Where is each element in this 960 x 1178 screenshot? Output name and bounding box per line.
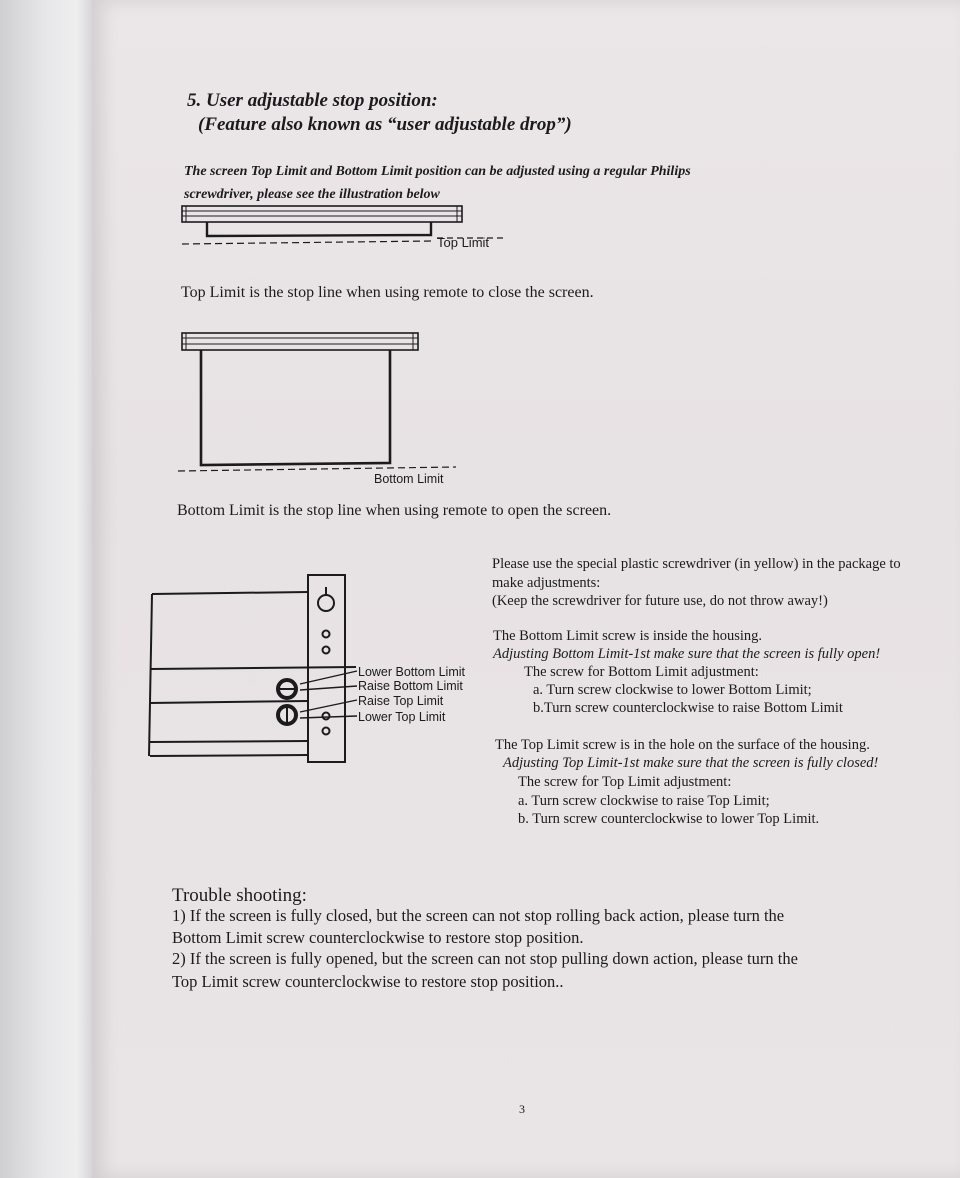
section-subheading: (Feature also known as “user adjustable drop”) <box>198 114 572 135</box>
top-screw-note: Adjusting Top Limit-1st make sure that the screen is fully closed! <box>503 755 879 771</box>
page-number: 3 <box>519 1102 525 1116</box>
troubleshooting-item-1-line-1: 1) If the screen is fully closed, but the screen can not stop rolling back action, please turn the <box>172 906 785 925</box>
raise-top-limit-label: Raise Top Limit <box>358 694 444 708</box>
bottom-screw-step-a: a. Turn screw clockwise to lower Bottom Limit; <box>533 682 812 698</box>
lower-bottom-limit-label: Lower Bottom Limit <box>358 665 465 679</box>
troubleshooting-item-1-line-2: Bottom Limit screw counterclockwise to restore stop position. <box>172 928 584 947</box>
bottom-limit-label: Bottom Limit <box>374 472 444 486</box>
top-limit-description: Top Limit is the stop line when using remote to close the screen. <box>181 284 594 301</box>
top-limit-label: Top Limit <box>437 235 490 250</box>
intro-line-2: screwdriver, please see the illustration below <box>184 187 440 202</box>
top-screw-location: The Top Limit screw is in the hole on the surface of the housing. <box>495 737 870 753</box>
bottom-screw-note: Adjusting Bottom Limit-1st make sure that the screen is fully open! <box>493 646 881 662</box>
screwdriver-note-line-1: Please use the special plastic screwdriver (in yellow) in the package to <box>492 556 901 572</box>
screw-housing-figure <box>149 575 357 762</box>
raise-bottom-limit-label: Raise Bottom Limit <box>358 679 463 693</box>
troubleshooting-item-2-line-1: 2) If the screen is fully opened, but the screen can not stop pulling down action, please turn the <box>172 949 798 968</box>
bottom-limit-figure <box>178 333 456 471</box>
troubleshooting-item-2-line-2: Top Limit screw counterclockwise to restore stop position.. <box>172 972 564 991</box>
screwdriver-note-line-2: make adjustments: <box>492 575 601 591</box>
top-screw-step-b: b. Turn screw counterclockwise to lower Top Limit. <box>518 811 820 827</box>
bottom-screw-subheading: The screw for Bottom Limit adjustment: <box>524 664 759 680</box>
bottom-screw-location: The Bottom Limit screw is inside the housing. <box>493 628 763 644</box>
bottom-screw-step-b: b.Turn screw counterclockwise to raise Bottom Limit <box>533 700 843 716</box>
screwdriver-note-line-3: (Keep the screwdriver for future use, do not throw away!) <box>492 593 828 609</box>
section-heading: 5. User adjustable stop position: <box>187 90 438 111</box>
intro-line-1: The screen Top Limit and Bottom Limit position can be adjusted using a regular Philips <box>184 164 691 179</box>
top-screw-step-a: a. Turn screw clockwise to raise Top Limit; <box>518 793 770 809</box>
bottom-limit-description: Bottom Limit is the stop line when using remote to open the screen. <box>177 502 612 519</box>
troubleshooting-title: Trouble shooting: <box>172 885 307 906</box>
top-screw-subheading: The screw for Top Limit adjustment: <box>518 774 732 790</box>
lower-top-limit-label: Lower Top Limit <box>358 710 446 724</box>
